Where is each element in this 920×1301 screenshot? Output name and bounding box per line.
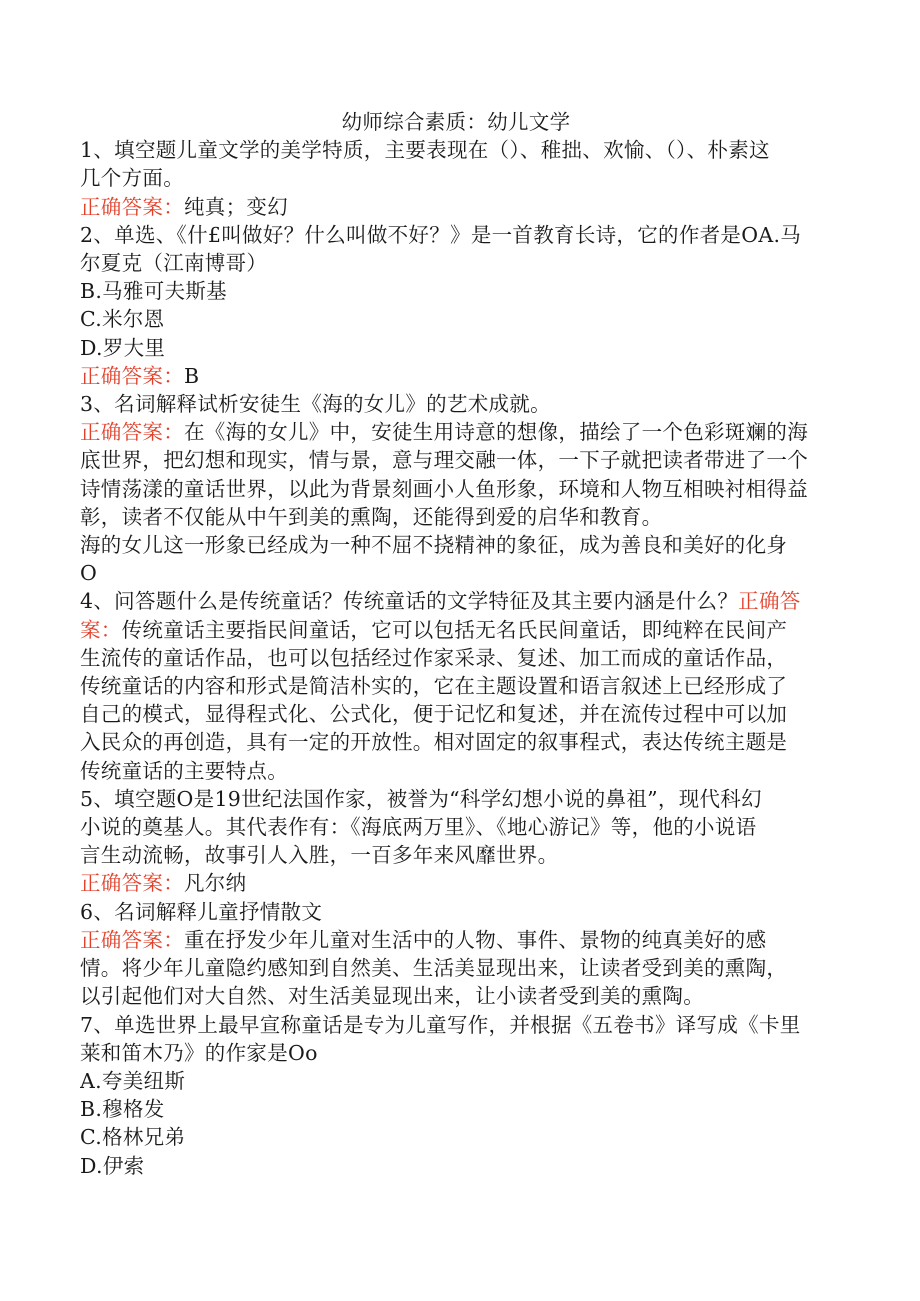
question-3-answer-line-2: 底世界，把幻想和现实，情与景，意与理交融一体，一下子就把读者带进了一个	[80, 448, 808, 473]
question-6-answer-line-3: 以引起他们对大自然、对生活美显现出来，让小读者受到美的熏陶。	[80, 984, 704, 1009]
question-3-answer-line-1	[80, 418, 832, 446]
question-2-line-1: 2、单选、《什£叫做好？什么叫做不好？》是一首教育长诗，它的作者是OA.马	[80, 222, 802, 247]
question-7-option-c: C.格林兄弟	[80, 1125, 186, 1150]
question-3-line-1: 3、名词解释试析安徒生《海的女儿》的艺术成就。	[80, 392, 551, 417]
answer-label: 正确答案：	[80, 363, 184, 388]
question-5-line-3: 言生动流畅，故事引人入胜，一百多年来风靡世界。	[80, 843, 559, 868]
answer-label-part-1: 正确答	[738, 589, 801, 614]
question-1-answer	[80, 193, 832, 221]
question-6-answer-line-2: 情。将少年儿童隐约感知到自然美、生活美显现出来，让读者受到美的熏陶，	[80, 956, 788, 981]
answer-label-part-2: 案：	[80, 617, 122, 642]
question-5-answer	[80, 869, 832, 897]
page-title: 幼师综合素质：幼儿文学	[341, 110, 571, 134]
question-2-line-2: 尔夏克（江南博哥）	[80, 251, 268, 276]
answer-text: 重在抒发少年儿童对生活中的人物、事件、景物的纯真美好的感	[184, 927, 767, 952]
answer-text: 传统童话主要指民间童话，它可以包括无名氏民间童话，即纯粹在民间产	[121, 617, 788, 642]
answer-text: B	[184, 363, 200, 388]
answer-text: 纯真；变幻	[184, 194, 288, 219]
document-page	[80, 108, 832, 1180]
question-2-option-c: C.米尔恩	[80, 307, 165, 332]
question-3-answer-line-4: 彰，读者不仅能从中午到美的熏陶，还能得到爱的启华和教育。	[80, 504, 663, 529]
question-4-answer-line-3: 传统童话的内容和形式是简洁朴实的，它在主题设置和语言叙述上已经形成了	[80, 674, 788, 699]
question-6-line-1: 6、名词解释儿童抒情散文	[80, 899, 323, 924]
question-2-option-d: D.罗大里	[80, 335, 166, 360]
answer-label: 正确答案：	[80, 871, 184, 896]
question-7-line-2: 莱和笛木乃》的作家是Oo	[80, 1040, 318, 1065]
question-7-option-d: D.伊索	[80, 1153, 145, 1178]
answer-label: 正确答案：	[80, 194, 184, 219]
question-7-option-b: B.穆格发	[80, 1097, 165, 1122]
question-4-answer-line-1	[80, 616, 832, 644]
question-4-answer-line-2: 生流传的童话作品，也可以包括经过作家采录、复述、加工而成的童话作品，	[80, 645, 788, 670]
question-4-answer-line-6: 传统童话的主要特点。	[80, 758, 288, 783]
question-5-line-2: 小说的奠基人。其代表作有：《海底两万里》、《地心游记》等，他的小说语	[80, 815, 757, 840]
question-7-line-1: 7、单选世界上最早宣称童话是专为儿童写作，并根据《五卷书》译写成《卡里	[80, 1012, 801, 1037]
answer-text: 在《海的女儿》中，安徒生用诗意的想像，描绘了一个色彩斑斓的海	[184, 420, 808, 445]
question-text: 4、问答题什么是传统童话？传统童话的文学特征及其主要内涵是什么？	[80, 589, 739, 614]
question-2-answer	[80, 362, 832, 390]
question-3-answer-line-3: 诗情荡漾的童话世界，以此为背景刻画小人鱼形象，环境和人物互相映衬相得益	[80, 476, 808, 501]
question-1-line-1: 1、填空题儿童文学的美学特质，主要表现在（）、稚拙、欢愉、（）、朴素这	[80, 138, 770, 163]
question-7-option-a: A.夸美纽斯	[80, 1068, 186, 1093]
question-1-line-2: 几个方面。	[80, 166, 184, 191]
question-5-line-1: 5、填空题O是19世纪法国作家，被誉为“科学幻想小说的鼻祖”，现代科幻	[80, 786, 762, 811]
answer-label: 正确答案：	[80, 420, 184, 445]
question-4-answer-line-5: 入民众的再创造，具有一定的开放性。相对固定的叙事程式，表达传统主题是	[80, 730, 788, 755]
question-3-answer-line-6: O	[80, 561, 98, 586]
question-6-answer-line-1	[80, 926, 832, 954]
question-3-answer-line-5: 海的女儿这一形象已经成为一种不屈不挠精神的象征，成为善良和美好的化身	[80, 533, 788, 558]
question-4-line-1	[80, 587, 832, 615]
question-4-answer-line-4: 自己的模式，显得程式化、公式化，便于记忆和复述，并在流传过程中可以加	[80, 702, 788, 727]
question-2-option-b: B.马雅可夫斯基	[80, 279, 227, 304]
answer-label: 正确答案：	[80, 927, 184, 952]
answer-text: 凡尔纳	[184, 871, 247, 896]
